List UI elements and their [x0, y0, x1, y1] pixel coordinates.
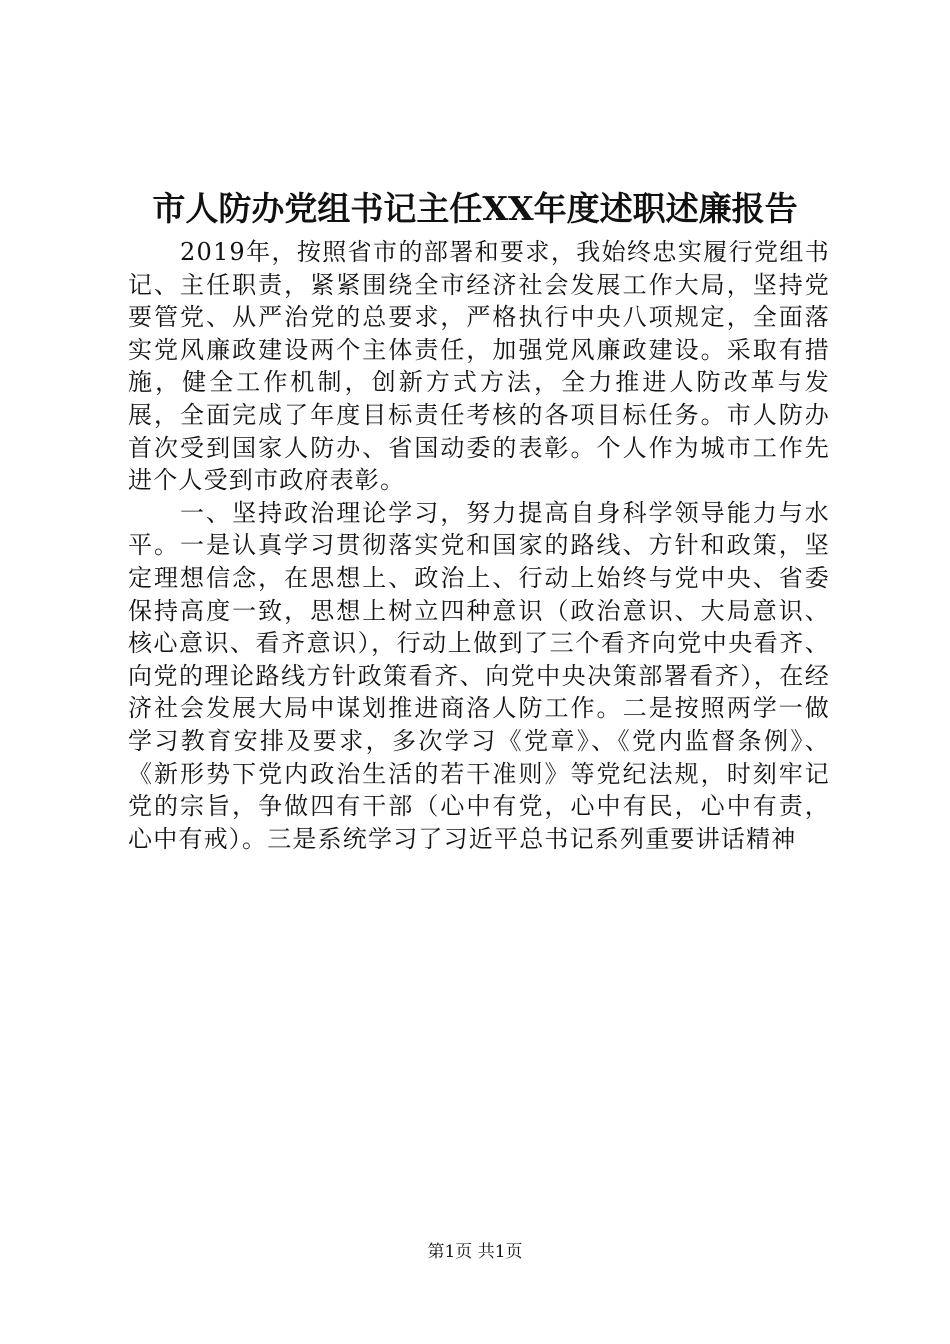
page-number-footer: 第1页 共1页 [427, 1242, 523, 1262]
paragraph-section-one: 一、坚持政治理论学习，努力提高自身科学领导能力与水平。一是认真学习贯彻落实党和国家的路线、方针和政策，坚定理想信念，在思想上、政治上、行动上始终与党中央、省委保持高度一致，思想上树立四种意识（政治意识、大局意识、核心意识、看齐意识），行动上做到了三个看齐向党中央看齐、向党的理论路线方针政策看齐、向党中央决策部署看齐），在经济社会发展大局中谋划推进商洛人防工作。二是按照两学一做学习教育安排及要求，多次学习《党章》、《党内监督条例》、《新形势下党内政治生活的若干准则》等党纪法规，时刻牢记党的宗旨，争做四有干部（心中有党，心中有民，心中有责，心中有戒）。三是系统学习了习近平总书记系列重要讲话精神 [128, 498, 830, 853]
paragraph-intro: 2019年，按照省市的部署和要求，我始终忠实履行党组书记、主任职责，紧紧围绕全市经济社会发展工作大局，坚持党要管党、从严治党的总要求，严格执行中央八项规定，全面落实党风廉政建设两个主体责任，加强党风廉政建设。采取有措施，健全工作机制，创新方式方法，全力推进人防改革与发展，全面完成了年度目标责任考核的各项目标任务。市人防办首次受到国家人防办、省国动委的表彰。个人作为城市工作先进个人受到市政府表彰。 [128, 238, 830, 495]
document-title: 市人防办党组书记主任XX年度述职述廉报告 [152, 189, 798, 228]
document-body [128, 236, 830, 855]
